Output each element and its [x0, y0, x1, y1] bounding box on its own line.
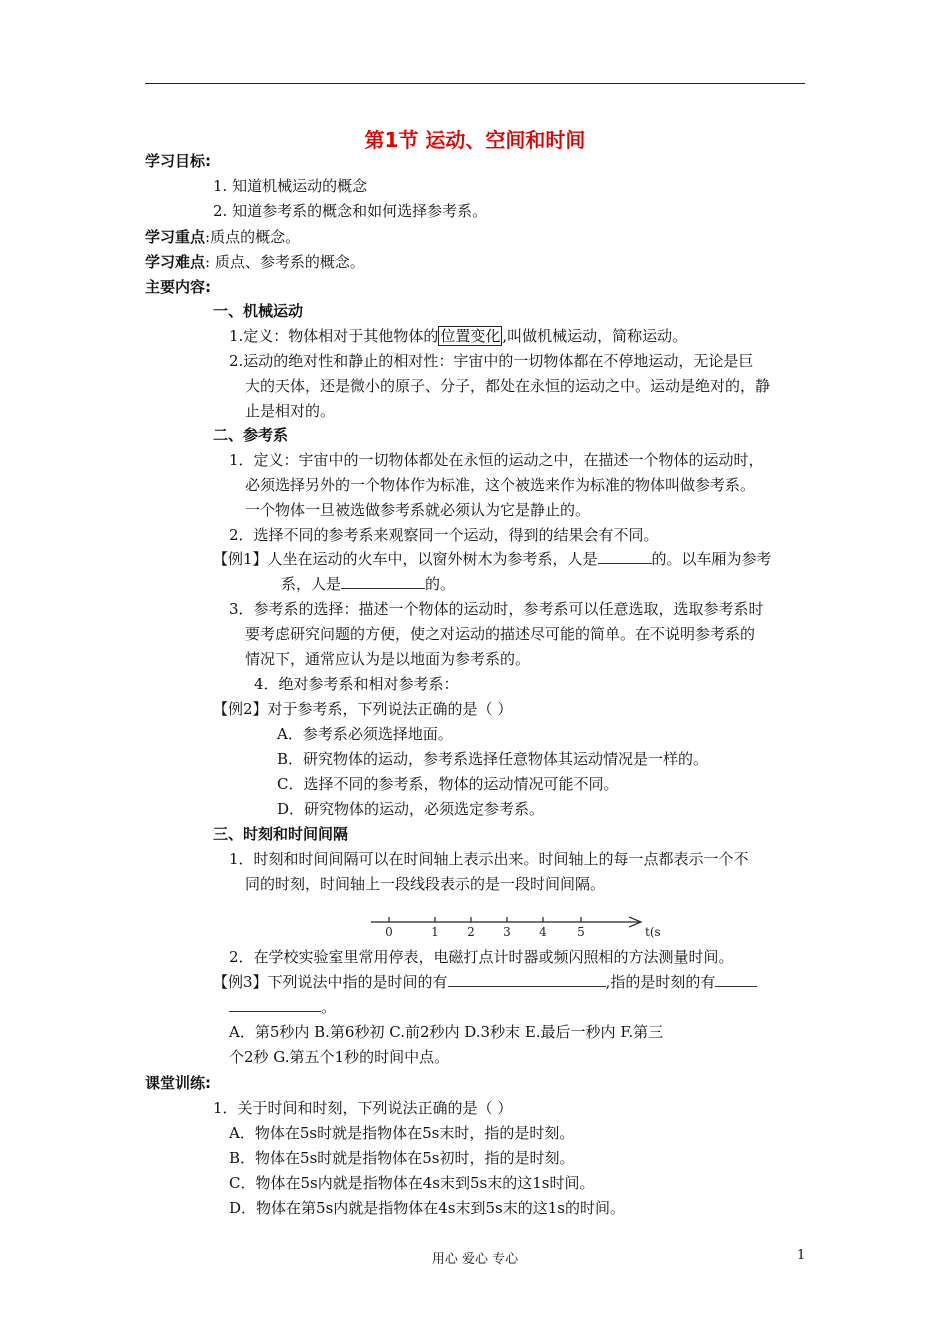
goal-item-2: 2. 知道参考系的概念和如何选择参考系。	[213, 202, 488, 220]
practice-q1-option-d: D．物体在第5s内就是指物体在4s末到5s末的这1s的时间。	[229, 1199, 625, 1217]
section2-para3-line3: 情况下，通常应认为是以地面为参考系的。	[245, 650, 531, 668]
definition-suffix: ,叫做机械运动，简称运动。	[502, 327, 688, 345]
section2-para3-line2: 要考虑研究问题的方便，使之对运动的描述尽可能的简单。在不说明参考系的	[245, 625, 756, 643]
time-axis-label: t(s	[645, 925, 661, 939]
example2-option-d: D．研究物体的运动，必须选定参考系。	[277, 800, 545, 818]
section2-para2: 2．选择不同的参考系来观察同一个运动，得到的结果会有不同。	[229, 526, 659, 544]
page-title: 第1节 运动、空间和时间	[364, 128, 586, 152]
section1-definition	[229, 325, 687, 347]
example3-text-b: ,指的是时刻的有	[605, 973, 716, 991]
section2-para1-line2: 必须选择另外的一个物体作为标准，这个被选来作为标准的物体叫做参考系。	[245, 476, 756, 494]
section2-para3-line1: 3．参考系的选择：描述一个物体的运动时，参考系可以任意选取，选取参考系时	[229, 600, 764, 618]
section3-heading: 三、时刻和时间间隔	[213, 825, 349, 843]
practice-q1-option-b: B．物体在5s时就是指物体在5s初时，指的是时刻。	[229, 1149, 575, 1167]
example3-end: 。	[321, 998, 337, 1016]
goals-label: 学习目标:	[145, 152, 211, 170]
example1-line1	[213, 548, 772, 570]
section3-para1-line2: 同的时刻，时间轴上一段线段表示的是一段时间间隔。	[245, 875, 606, 893]
example2-stem: 【例2】对于参考系，下列说法正确的是（ ）	[213, 700, 513, 718]
time-axis-tick-label: 1	[431, 925, 439, 939]
section3-para2: 2．在学校实验室里常用停表，电磁打点计时器或频闪照相的方法测量时间。	[229, 948, 734, 966]
difficulty-line	[145, 251, 365, 273]
definition-boxed-term: 位置变化	[440, 327, 501, 345]
example1-blank-1[interactable]	[598, 549, 652, 564]
section2-para4: 4．绝对参考系和相对参考系：	[254, 675, 459, 693]
example3-options-line1: A．第5秒内 B.第6秒初 C.前2秒内 D.3秒末 E.最后一秒内 F.第三	[229, 1023, 664, 1041]
section2-heading: 二、参考系	[213, 426, 289, 444]
example1-text-a: 【例1】人坐在运动的火车中，以窗外树木为参考系，人是	[213, 550, 598, 568]
time-axis-tick-label: 4	[539, 925, 547, 939]
section1-para2-line2: 大的天体，还是微小的原子、分子，都处在永恒的运动之中。运动是绝对的，静	[245, 377, 771, 395]
example1-text-d: 的。	[425, 575, 456, 593]
example3-blank-moment-a[interactable]	[715, 972, 757, 987]
section1-heading: 一、机械运动	[213, 302, 304, 320]
section3-para1-line1: 1．时刻和时间间隔可以在时间轴上表示出来。时间轴上的每一点都表示一个不	[229, 850, 749, 868]
practice-q1-stem: 1．关于时间和时刻，下列说法正确的是（ ）	[213, 1099, 513, 1117]
section1-para2-line3: 止是相对的。	[245, 402, 336, 420]
practice-q1-option-c: C．物体在5s内就是指物体在4s末到5s末的这1s时间。	[229, 1174, 595, 1192]
time-axis-tick-label: 3	[503, 925, 511, 939]
time-axis-ticks	[385, 917, 585, 939]
page-number: 1	[797, 1248, 806, 1263]
example3-text-a: 【例3】下列说法中指的是时间的有	[213, 973, 448, 991]
time-axis-tick-label: 2	[467, 925, 475, 939]
time-axis-tick-label: 5	[577, 925, 585, 939]
example2-option-c: C．选择不同的参考系，物体的运动情况可能不同。	[277, 775, 619, 793]
section1-para2-line1: 2.运动的绝对性和静止的相对性：宇宙中的一切物体都在不停地运动，无论是巨	[229, 352, 754, 370]
difficulty-text: : 质点、参考系的概念。	[205, 253, 365, 271]
example2-option-a: A．参考系必须选择地面。	[277, 725, 453, 743]
section2-para1-line1: 1．定义：宇宙中的一切物体都处在永恒的运动之中，在描述一个物体的运动时，	[229, 451, 764, 469]
example1-blank-2[interactable]	[341, 574, 425, 589]
example3-line1	[213, 971, 757, 993]
example1-text-c: 系，人是	[281, 575, 342, 593]
section2-para1-line3: 一个物体一旦被选做参考系就必须认为它是静止的。	[245, 501, 591, 519]
practice-q1-option-a: A．物体在5s时就是指物体在5s末时，指的是时刻。	[229, 1124, 575, 1142]
example3-blank-time[interactable]	[448, 972, 606, 987]
example1-line2	[281, 573, 455, 595]
focus-line	[145, 226, 300, 248]
time-axis-tick-label: 0	[385, 925, 393, 939]
practice-label: 课堂训练:	[145, 1074, 211, 1092]
example3-blank-moment-b[interactable]	[229, 997, 321, 1012]
difficulty-label: 学习难点	[145, 253, 206, 271]
goal-item-1: 1. 知道机械运动的概念	[213, 177, 368, 195]
example3-options-line2: 个2秒 G.第五个1秒的时间中点。	[229, 1048, 450, 1066]
example3-line2	[229, 996, 336, 1018]
example1-text-b: 的。以车厢为参考	[651, 550, 772, 568]
header-rule	[145, 83, 805, 84]
focus-text: :质点的概念。	[205, 228, 301, 246]
example2-option-b: B．研究物体的运动，参考系选择任意物体其运动情况是一样的。	[277, 750, 709, 768]
time-axis-diagram	[365, 900, 685, 942]
definition-prefix: 1.定义：物体相对于其他物体的	[229, 327, 439, 345]
page-footer: 用心 爱心 专心	[431, 1252, 519, 1267]
main-content-label: 主要内容:	[145, 278, 211, 296]
focus-label: 学习重点	[145, 228, 206, 246]
